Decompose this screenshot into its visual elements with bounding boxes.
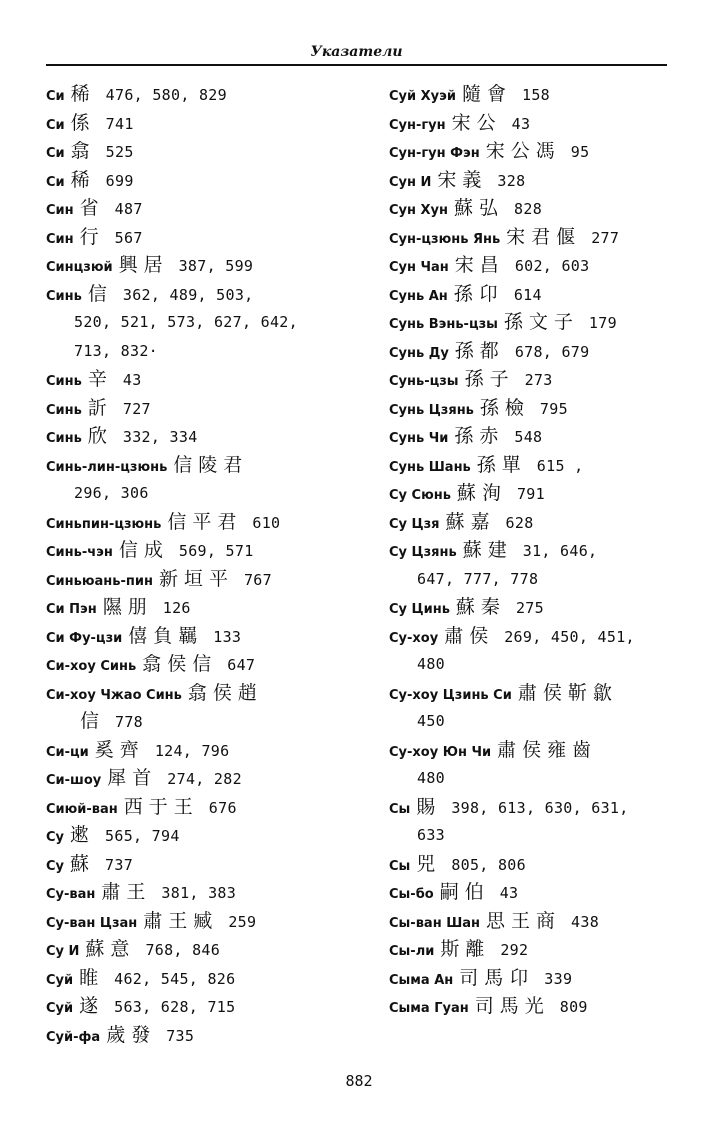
entry-pages: 795 [539, 399, 568, 418]
entry-chars: 稀 [70, 83, 96, 105]
entry-chars: 孫檢 [479, 396, 530, 419]
index-column-right [389, 80, 689, 1021]
entry-chars: 奚齊 [94, 738, 145, 761]
index-entry [46, 223, 372, 252]
index-entry [389, 80, 689, 109]
entry-name: Си Пэн [46, 602, 97, 617]
entry-chars: 蘇 [70, 852, 96, 875]
entry-pages: 614 [513, 285, 542, 304]
index-entry [389, 736, 689, 765]
entry-name: Суй [46, 1001, 74, 1016]
entry-name: Су И [46, 944, 80, 959]
entry-name: Сунь Цзянь [389, 402, 474, 418]
entry-name: Син [46, 231, 74, 247]
entry-pages: 699 [105, 171, 134, 190]
entry-pages: 31, 646, [522, 542, 598, 560]
entry-name: Суй [46, 972, 74, 988]
entry-chars: 信 [80, 710, 106, 732]
entry-name: Си-хоу Синь [46, 659, 137, 674]
index-entry [46, 137, 372, 166]
index-entry [389, 593, 689, 622]
entry-chars: 蘇意 [85, 938, 136, 960]
entry-pages: 462, 545, 826 [114, 969, 236, 988]
index-entry [389, 223, 689, 252]
entry-name: Сун Чан [389, 260, 449, 275]
index-entry [389, 850, 689, 879]
index-entry [46, 337, 372, 366]
index-entry [46, 878, 372, 907]
entry-chars: 嗣伯 [439, 881, 490, 903]
entry-chars: 蘇弘 [454, 197, 505, 219]
index-entry [389, 565, 689, 594]
entry-name: Сунь Шань [389, 459, 471, 475]
page-number: 882 [345, 1072, 373, 1090]
index-entry [46, 508, 372, 537]
entry-name: Сиюй-ван [46, 801, 118, 817]
index-entry [389, 308, 689, 337]
entry-name: Синь [46, 288, 82, 304]
entry-pages: 476, 580, 829 [105, 86, 227, 104]
entry-pages: 647 [227, 656, 256, 674]
index-entry [389, 394, 689, 423]
entry-chars: 稀 [70, 168, 96, 191]
entry-name: Синь [46, 431, 82, 446]
entry-chars: 思王商 [486, 909, 562, 932]
entry-pages: 126 [162, 599, 191, 617]
entry-name: Синь [46, 402, 82, 418]
entry-name: Си-хоу Чжао Синь [46, 687, 182, 703]
index-entry [46, 1021, 372, 1050]
entry-pages: 43 [499, 884, 519, 902]
entry-pages: 628 [505, 513, 534, 532]
index-entry [389, 166, 689, 195]
entry-pages: 273 [524, 371, 553, 389]
entry-chars: 西于王 [123, 795, 199, 818]
entry-name: Су-хоу Цзинь Си [389, 687, 512, 703]
entry-chars: 信 [87, 282, 113, 305]
entry-chars: 蘇嘉 [445, 510, 496, 533]
entry-pages: 398, 613, 630, 631, [451, 798, 629, 817]
entry-chars: 肅侯 [444, 624, 495, 647]
entry-name: Си [46, 174, 65, 190]
entry-name: Си [46, 146, 65, 161]
entry-pages: 269, 450, 451, [504, 627, 635, 646]
entry-pages: 292 [500, 941, 529, 959]
entry-pages: 809 [559, 998, 588, 1016]
index-entry [389, 365, 689, 394]
entry-name: Си [46, 89, 65, 104]
entry-chars: 隰朋 [102, 596, 153, 618]
running-header [46, 40, 667, 66]
entry-pages: 296, 306 [74, 484, 149, 502]
entry-chars: 孫文子 [503, 311, 579, 333]
entry-chars: 欣 [87, 425, 113, 447]
entry-name: Су Цзянь [389, 545, 457, 560]
entry-name: Су-хоу Юн Чи [389, 744, 492, 760]
entry-pages: 95 [570, 143, 590, 161]
index-entry [389, 280, 689, 309]
index-entry [389, 679, 689, 708]
entry-name: Синьпин-цзюнь [46, 516, 162, 532]
entry-name: Сы [389, 801, 411, 817]
entry-name: Сы-бо [389, 887, 434, 902]
entry-pages: 158 [521, 86, 550, 104]
entry-chars: 歲發 [106, 1023, 157, 1046]
entry-chars: 興居 [118, 254, 169, 276]
index-entry [46, 365, 372, 394]
index-entry [389, 707, 689, 736]
entry-pages: 339 [544, 969, 573, 988]
entry-pages: 328 [497, 171, 526, 190]
index-entry [46, 536, 372, 565]
entry-chars: 省 [79, 197, 105, 219]
entry-pages: 362, 489, 503, [122, 285, 254, 304]
entry-pages: 791 [516, 485, 545, 503]
entry-chars: 翕 [70, 140, 96, 162]
index-entry [46, 821, 372, 850]
entry-name: Синь-лин-цзюнь [46, 459, 168, 475]
entry-pages: 381, 383 [161, 884, 237, 902]
entry-name: Су-ван [46, 887, 96, 902]
entry-chars: 肅王臧 [143, 909, 219, 932]
entry-pages: 548 [514, 428, 543, 446]
entry-pages: 563, 628, 715 [114, 998, 236, 1016]
entry-name: Сун-гун [389, 117, 446, 133]
entry-name: Сунь Ду [389, 345, 449, 361]
index-entry [389, 536, 689, 565]
index-entry [46, 394, 372, 423]
entry-pages: 778 [115, 713, 144, 731]
entry-name: Су [46, 858, 65, 874]
index-entry [389, 508, 689, 537]
entry-chars: 肅侯靳歙 [517, 681, 618, 704]
entry-pages: 768, 846 [145, 941, 221, 959]
entry-pages: 387, 599 [178, 257, 254, 275]
entry-pages: 274, 282 [167, 770, 242, 788]
entry-name: Сыма Ан [389, 972, 454, 988]
index-entry [46, 964, 372, 993]
entry-chars: 係 [70, 111, 96, 134]
index-entry [46, 593, 372, 622]
index-entry [389, 964, 689, 993]
index-entry [46, 679, 372, 708]
entry-chars: 孫赤 [454, 425, 505, 447]
entry-name: Су Цинь [389, 602, 450, 617]
header-title: Указатели [310, 44, 403, 60]
index-entry [389, 622, 689, 651]
entry-chars: 蘇秦 [455, 596, 506, 618]
entry-chars: 蘇建 [462, 539, 513, 561]
entry-chars: 兕 [416, 852, 442, 875]
index-entry [46, 280, 372, 309]
index-entry [46, 736, 372, 765]
index-entry [46, 793, 372, 822]
index-entry [46, 622, 372, 651]
entry-chars: 宋君偃 [506, 225, 582, 248]
index-entry [46, 80, 372, 109]
entry-name: Суй Хуэй [389, 89, 456, 104]
entry-pages: 567 [114, 228, 143, 247]
index-entry [389, 821, 689, 850]
entry-name: Синьюань-пин [46, 573, 153, 589]
entry-name: Су [46, 830, 65, 845]
entry-chars: 司馬卬 [459, 966, 535, 989]
entry-name: Синь-чэн [46, 545, 113, 560]
index-entry [389, 650, 689, 679]
index-entry [46, 422, 372, 451]
entry-pages: 633 [417, 826, 445, 844]
entry-name: Синцзюй [46, 260, 113, 275]
entry-name: Су Сюнь [389, 488, 451, 503]
entry-chars: 宋昌 [454, 254, 505, 276]
entry-chars: 孫都 [454, 339, 505, 362]
entry-pages: 610 [252, 513, 281, 532]
entry-chars: 信陵君 [173, 453, 249, 476]
entry-name: Сун И [389, 174, 432, 190]
entry-name: Си-ци [46, 744, 89, 760]
entry-pages: 133 [213, 627, 242, 646]
entry-chars: 肅侯雍齒 [497, 738, 598, 761]
index-entry [46, 479, 372, 508]
entry-name: Су-хоу [389, 630, 439, 646]
entry-chars: 辛 [87, 368, 113, 390]
entry-name: Синь [46, 374, 82, 389]
index-entry [389, 793, 689, 822]
index-entry [389, 251, 689, 280]
entry-name: Сун-цзюнь Янь [389, 231, 501, 247]
entry-pages: 678, 679 [514, 342, 590, 361]
entry-pages: 43 [122, 371, 142, 389]
entry-chars: 翕侯信 [142, 653, 218, 675]
entry-pages: 735 [166, 1026, 195, 1045]
entry-pages: 124, 796 [154, 741, 230, 760]
entry-pages: 520, 521, 573, 627, 642, [74, 313, 298, 331]
entry-pages: 450 [417, 712, 445, 730]
entry-pages: 277 [591, 228, 620, 247]
entry-pages: 727 [122, 399, 151, 418]
entry-name: Си [46, 117, 65, 133]
entry-chars: 宋公 [451, 111, 502, 134]
entry-name: Сунь Вэнь-цзы [389, 317, 498, 332]
entry-pages: 43 [511, 114, 531, 133]
entry-pages: 805, 806 [451, 855, 526, 874]
index-entry [46, 992, 372, 1021]
index-entry [46, 166, 372, 195]
entry-pages: 602, 603 [514, 257, 590, 275]
entry-chars: 訢 [87, 396, 113, 419]
entry-pages: 525 [105, 143, 134, 161]
index-entry [46, 935, 372, 964]
entry-chars: 斯離 [440, 938, 491, 960]
entry-pages: 713, 832· [74, 341, 158, 360]
entry-name: Син [46, 203, 74, 218]
index-entry [46, 850, 372, 879]
entry-name: Сунь Ан [389, 288, 448, 304]
entry-pages: 179 [588, 314, 617, 332]
index-entry [389, 451, 689, 480]
entry-chars: 孫單 [476, 453, 527, 476]
index-entry [389, 337, 689, 366]
entry-name: Си Фу-цзи [46, 630, 123, 646]
entry-chars: 翕侯趙 [187, 681, 263, 704]
index-entry [46, 451, 372, 480]
entry-name: Сы-ван Шан [389, 915, 481, 931]
entry-chars: 新垣平 [158, 567, 234, 590]
entry-name: Сы-ли [389, 944, 435, 959]
entry-chars: 孫子 [464, 368, 515, 390]
index-entry [46, 194, 372, 223]
entry-chars: 行 [79, 225, 105, 248]
index-entry [46, 251, 372, 280]
index-entry [389, 935, 689, 964]
index-entry [46, 650, 372, 679]
entry-chars: 宋公馮 [485, 140, 561, 162]
index-entry [389, 878, 689, 907]
entry-pages: 647, 777, 778 [417, 569, 539, 588]
entry-pages: 565, 794 [105, 827, 180, 845]
entry-pages: 569, 571 [178, 542, 254, 560]
entry-pages: 332, 334 [122, 428, 198, 446]
entry-pages: 480 [417, 769, 445, 787]
entry-chars: 僖負羈 [128, 624, 204, 647]
index-entry [389, 194, 689, 223]
entry-chars: 司馬光 [474, 995, 550, 1017]
entry-pages: 615 , [536, 456, 584, 475]
index-entry [46, 764, 372, 793]
entry-chars: 肅王 [101, 881, 152, 903]
entry-pages: 676 [208, 798, 237, 817]
index-entry [46, 565, 372, 594]
index-entry [389, 479, 689, 508]
entry-name: Сунь-цзы [389, 374, 459, 389]
entry-name: Си-шоу [46, 773, 102, 788]
index-entry [389, 137, 689, 166]
entry-chars: 遬 [70, 824, 96, 846]
entry-name: Суй-фа [46, 1029, 101, 1045]
entry-chars: 孫卬 [453, 282, 504, 305]
entry-pages: 737 [105, 855, 134, 874]
index-entry [389, 764, 689, 793]
index-entry [46, 707, 372, 736]
entry-pages: 487 [114, 200, 143, 218]
entry-chars: 信成 [118, 539, 169, 561]
entry-name: Су Цзя [389, 516, 440, 532]
entry-pages: 275 [515, 599, 544, 617]
entry-chars: 宋義 [437, 168, 488, 191]
index-column-left [46, 80, 372, 1049]
entry-name: Су-ван Цзан [46, 915, 138, 931]
entry-chars: 犀首 [107, 767, 158, 789]
entry-pages: 438 [571, 912, 600, 931]
entry-chars: 睢 [79, 966, 105, 989]
entry-chars: 蘇洵 [456, 482, 507, 504]
entry-pages: 480 [417, 655, 445, 673]
index-entry [46, 907, 372, 936]
entry-pages: 259 [228, 912, 257, 931]
index-entry [46, 109, 372, 138]
entry-chars: 信平君 [167, 510, 243, 533]
index-entry [389, 992, 689, 1021]
entry-pages: 828 [514, 200, 543, 218]
entry-name: Сыма Гуан [389, 1001, 469, 1016]
index-entry [389, 109, 689, 138]
entry-name: Сун-гун Фэн [389, 146, 480, 161]
entry-chars: 隨會 [461, 83, 512, 105]
entry-chars: 遂 [79, 995, 105, 1017]
index-entry [389, 422, 689, 451]
entry-chars: 賜 [416, 795, 442, 818]
index-entry [389, 907, 689, 936]
index-entry [46, 308, 372, 337]
entry-pages: 767 [243, 570, 272, 589]
entry-name: Сун Хун [389, 203, 449, 218]
entry-pages: 741 [105, 114, 134, 133]
entry-name: Сы [389, 858, 411, 874]
entry-name: Сунь Чи [389, 431, 449, 446]
